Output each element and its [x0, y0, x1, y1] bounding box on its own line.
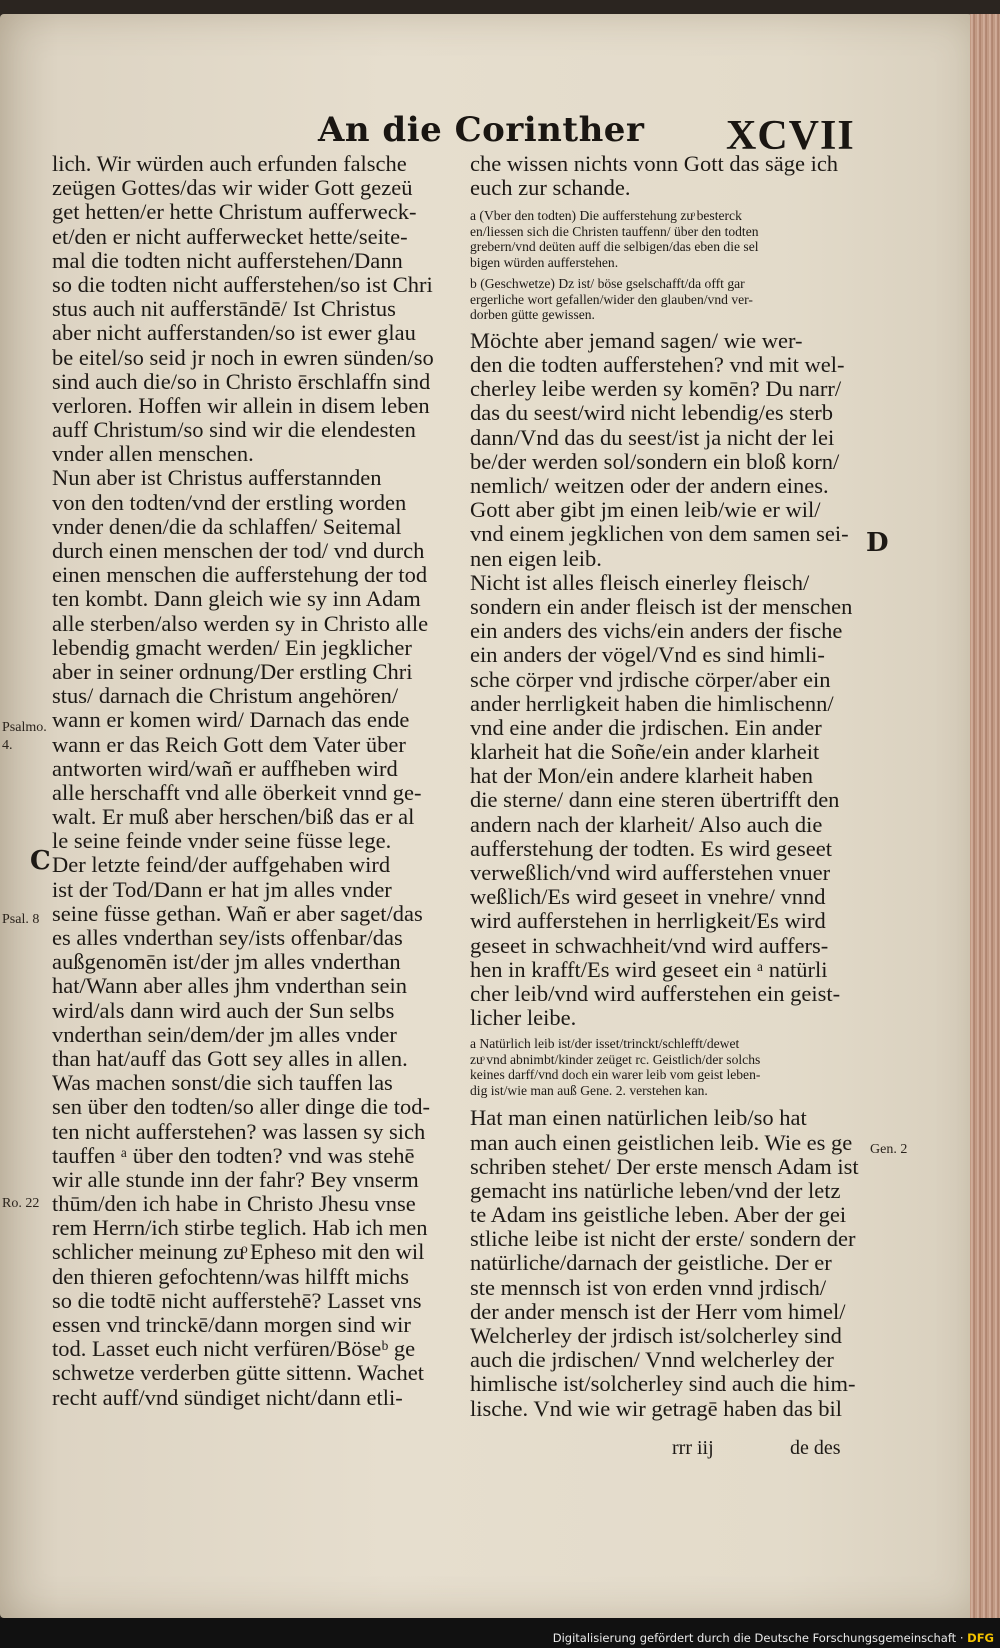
text-line: lische. Vnd wie wir getragē haben das bil	[470, 1396, 842, 1421]
text-line: be/der werden sol/sondern ein bloß korn/	[470, 449, 840, 474]
text-line: essen vnd trinckē/dann morgen sind wir	[52, 1313, 411, 1337]
right-top-text	[470, 152, 862, 200]
text-line: klarheit hat die Soñe/ein ander klarheit	[470, 740, 820, 765]
text-line: wird aufferstehen in herrligkeit/Es wird	[470, 909, 826, 934]
right-bottom-text	[470, 1106, 862, 1420]
text-line: stus auch nit aufferstāndē/ Ist Christus	[52, 297, 396, 322]
text-line: natürliche/darnach der geistliche. Der er	[470, 1251, 832, 1276]
text-line: das du seest/wird nicht lebendig/es sterb	[470, 401, 834, 426]
text-line: nemlich/ weitzen oder der andern eines.	[470, 474, 829, 498]
text-line: licher leibe.	[470, 1006, 577, 1031]
section-letter-c: C	[30, 846, 51, 876]
gloss-b	[470, 276, 862, 323]
right-column	[470, 152, 862, 1421]
text-line: dann/Vnd das du seest/ist ja nicht der lei	[470, 425, 835, 450]
text-line: schriben stehet/ Der erste mensch Adam ist	[470, 1154, 859, 1179]
text-line: lebendig gmacht werden/ Ein jegklicher	[52, 635, 412, 660]
margin-note-ro22: Ro. 22	[2, 1196, 40, 1211]
text-line: recht auff/vnd sündiget nicht/dann etli-	[52, 1385, 403, 1410]
text-line: cherley leibe werden sy komēn? Du narr/	[470, 377, 842, 402]
text-line: rem Herrn/ich stirbe teglich. Hab ich men	[52, 1216, 428, 1241]
text-line: seine füsse gethan. Wañ er aber saget/das	[52, 901, 423, 926]
gloss-line: b (Geschwetze) Dz ist/ böse gselschafft/da offt gar	[470, 276, 745, 292]
text-line: get hetten/er hette Christum aufferweck-	[52, 200, 417, 225]
text-line: ander herrligkeit haben die himlischenn/	[470, 691, 834, 716]
text-line: Nun aber ist Christus aufferstannden	[52, 466, 382, 491]
text-line: man auch einen geistlichen leib. Wie es ge	[470, 1130, 853, 1155]
gloss-line: a (Vber den todten) Die aufferstehung zuͦ besterck	[470, 208, 742, 224]
text-line: einen menschen die aufferstehung der tod	[52, 563, 428, 588]
gloss-line: dig ist/wie man auß Gene. 2. verstehen kan.	[470, 1082, 708, 1098]
text-line: Welcherley der jrdisch ist/solcherley sind	[470, 1324, 842, 1348]
text-line: auff Christum/so sind wir die elendesten	[52, 418, 416, 443]
text-line: ein anders der vögel/Vnd es sind himli-	[470, 643, 825, 668]
gloss-line: zuͦ vnd abnimbt/kinder zeüget rc. Geistlich/der solchs	[470, 1051, 761, 1067]
text-line: Möchte aber jemand sagen/ wie wer-	[470, 328, 803, 353]
gloss-line: bigen würden aufferstehen.	[470, 254, 619, 270]
gloss-a	[470, 208, 862, 270]
text-line: verweßlich/vnd wird aufferstehen vnuer	[470, 861, 831, 885]
text-line: vnd einem jegklichen von dem samen sei-	[470, 522, 849, 547]
text-line: hen in krafft/Es wird geseet ein ᵃ natürli	[470, 957, 828, 982]
gloss-line: keines darff/vnd doch ein warer leib vom geist leben-	[470, 1067, 761, 1083]
margin-note-psalmo: Psalmo.	[2, 720, 47, 735]
text-line: geseet in schwachheit/vnd wird auffers-	[470, 933, 829, 958]
gloss-c	[470, 1036, 862, 1098]
text-line: den die todten aufferstehen? vnd mit wel-	[470, 353, 845, 378]
text-line: hat der Mon/ein andere klarheit haben	[470, 764, 813, 789]
text-line: schlicher meinung zuͦ Epheso mit den wil	[52, 1240, 425, 1265]
text-line: wird/als dann wird auch der Sun selbs	[52, 998, 395, 1023]
text-line: durch einen menschen der tod/ vnd durch	[52, 539, 425, 563]
text-line: wann er komen wird/ Darnach das ende	[52, 708, 410, 733]
text-line: außgenomēn ist/der jm alles vnderthan	[52, 950, 401, 975]
text-line: tauffen ᵃ über den todten? vnd was stehē	[52, 1143, 415, 1168]
text-line: sche cörper vnd jrdische cörper/aber ein	[470, 667, 831, 692]
gloss-line: grebern/vnd deüten auff die selbigen/das eben die sel	[470, 239, 759, 255]
text-line: vnd eine ander die jrdischen. Ein ander	[470, 715, 822, 740]
text-line: vnder allen menschen.	[52, 442, 254, 467]
margin-note-psal8: Psal. 8	[2, 912, 40, 927]
text-line: vnderthan sein/dem/der jm alles vnder	[52, 1022, 397, 1047]
text-line: verloren. Hoffen wir allein in disem leben	[52, 393, 430, 418]
text-line: walt. Er muß aber herschen/biß das er al	[52, 805, 415, 830]
text-line: schwetze verderben gütte sittenn. Wachet	[52, 1361, 424, 1386]
text-line: zeügen Gottes/das wir wider Gott gezeü	[52, 176, 413, 201]
text-line: hat/Wann aber alles jhm vnderthan sein	[52, 974, 407, 999]
text-line: stus/ darnach die Christum angehören/	[52, 684, 399, 709]
dfg-logo: DFG	[967, 1631, 994, 1645]
gloss-line: a Natürlich leib ist/der isset/trinckt/schlefft/dewet	[470, 1036, 740, 1052]
text-line: te Adam ins geistliche leben. Aber der gei	[470, 1203, 847, 1228]
text-line: Nicht ist alles fleisch einerley fleisch/	[470, 570, 810, 595]
text-line: mal die todten nicht aufferstehen/Dann	[52, 248, 403, 273]
text-line: ein anders des vichs/ein anders der fische	[470, 619, 843, 644]
text-line: gemacht ins natürliche leben/vnd der letz	[470, 1178, 841, 1203]
running-title: An die Corinther	[318, 110, 645, 150]
text-line: Was machen sonst/die sich tauffen las	[52, 1071, 393, 1096]
text-line: andern nach der klarheit/ Also auch die	[470, 812, 823, 837]
text-line: nen eigen leib.	[470, 546, 602, 571]
text-line: than hat/auff das Gott sey alles in allen.	[52, 1046, 408, 1071]
text-line: sind auch die/so in Christo ērschlaffn sind	[52, 369, 431, 394]
credit-text: Digitalisierung gefördert durch die Deutsche Forschungsgemeinschaft ·	[552, 1631, 968, 1645]
text-line: aber in seiner ordnung/Der erstling Chri	[52, 659, 413, 684]
left-column	[52, 152, 452, 1410]
text-line: weßlich/Es wird geseet in vnehre/ vnnd	[470, 885, 826, 910]
text-line: ist der Tod/Dann er hat jm alles vnder	[52, 877, 392, 902]
text-line: che wissen nichts vonn Gott das säge ich	[470, 152, 839, 176]
text-line: ste mennsch ist von erden vnnd jrdisch/	[470, 1275, 827, 1300]
digitization-credit	[553, 1631, 994, 1645]
text-line: et/den er nicht aufferwecket hette/seite-	[52, 224, 408, 249]
text-line: von den todten/vnd der erstling worden	[52, 490, 407, 515]
text-line: vnder denen/die da schlaffen/ Seitemal	[52, 514, 402, 539]
text-line: himlische ist/solcherley sind auch die him-	[470, 1372, 856, 1397]
signature-mark: rrr iij	[672, 1437, 714, 1459]
text-line: alle herschafft vnd alle öberkeit vnnd ge-	[52, 780, 422, 805]
text-line: es alles vnderthan sey/ists offenbar/das	[52, 926, 403, 950]
gloss-line: ergerliche wort gefallen/wider den glauben/vnd ver-	[470, 291, 753, 307]
catchword: de des	[790, 1437, 841, 1459]
text-line: thūm/den ich habe in Christo Jhesu vnse	[52, 1192, 416, 1217]
text-line: alle sterben/also werden sy in Christo alle	[52, 611, 429, 636]
margin-note-psalmo-num: 4.	[2, 738, 13, 753]
text-line: le seine feinde vnder seine füsse lege.	[52, 829, 392, 854]
text-line: aufferstehung der todten. Es wird geseet	[470, 836, 832, 861]
text-line: tod. Lasset euch nicht verfüren/Böseᵇ ge	[52, 1337, 416, 1362]
text-line: so die todtē nicht aufferstehē? Lasset vns	[52, 1288, 422, 1313]
text-line: Hat man einen natürlichen leib/so hat	[470, 1106, 807, 1131]
text-line: antworten wird/wañ er auffheben wird	[52, 756, 398, 781]
text-line: ten kombt. Dann gleich wie sy inn Adam	[52, 587, 421, 612]
text-line: der ander mensch ist der Herr vom himel/	[470, 1299, 846, 1324]
page-edge	[970, 14, 1000, 1618]
text-line: be eitel/so seid jr noch in ewren sünden/so	[52, 345, 434, 370]
margin-note-gen: Gen. 2	[870, 1142, 908, 1157]
gloss-line: dorben gütte gewissen.	[470, 307, 595, 323]
text-line: den thieren gefochtenn/was hilfft michs	[52, 1264, 409, 1289]
text-line: sondern ein ander fleisch ist der menschen	[470, 594, 853, 619]
text-line: cher leib/vnd wird aufferstehen ein geist-	[470, 981, 841, 1006]
text-line: euch zur schande.	[470, 176, 631, 201]
section-letter-d: D	[866, 528, 889, 558]
text-line: wann er das Reich Gott dem Vater über	[52, 732, 406, 757]
text-line: so die todten nicht aufferstehen/so ist Chri	[52, 272, 433, 297]
gloss-line: en/liessen sich die Christen tauffenn/ über den todten	[470, 223, 759, 239]
text-line: Gott aber gibt jm einen leib/wie er wil/	[470, 498, 821, 523]
text-line: Der letzte feind/der auffgehaben wird	[52, 853, 391, 878]
text-line: stliche leibe ist nicht der erste/ sondern der	[470, 1227, 856, 1252]
text-line: lich. Wir würden auch erfunden falsche	[52, 152, 407, 176]
folio-number: XCVII	[726, 113, 855, 159]
text-line: aber nicht aufferstanden/so ist ewer glau	[52, 321, 416, 346]
text-line: die sterne/ dann eine steren übertrifft den	[470, 788, 840, 813]
text-line: ten nicht aufferstehen? was lassen sy sich	[52, 1119, 426, 1144]
text-line: auch die jrdischen/ Vnnd welcherley der	[470, 1348, 834, 1373]
right-middle-text	[470, 329, 862, 1030]
text-line: wir alle stunde inn der fahr? Bey vnserm	[52, 1167, 419, 1192]
text-line: sen über den todten/so aller dinge die tod-	[52, 1095, 431, 1120]
